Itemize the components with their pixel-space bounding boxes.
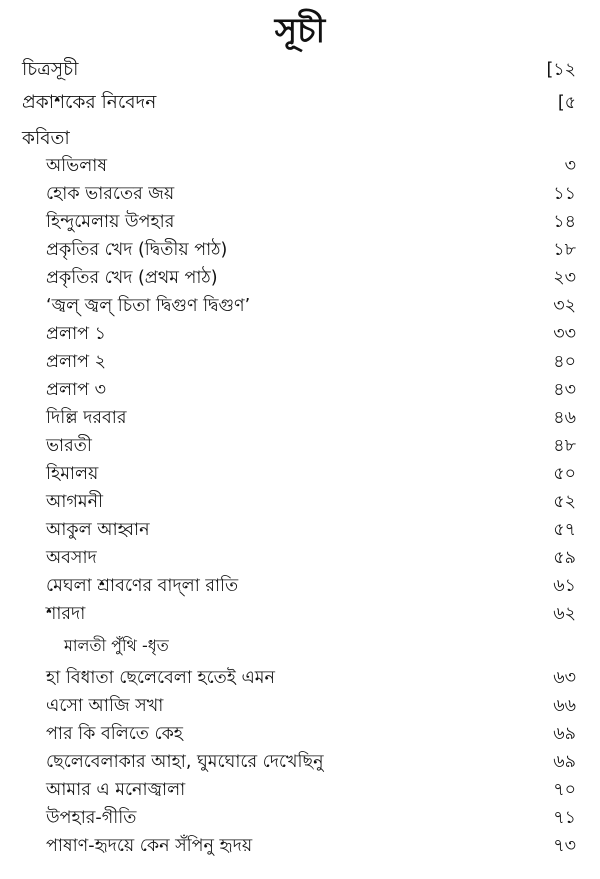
- entry-title: আকুল আহ্বান: [46, 520, 150, 540]
- entry-title: প্রলাপ ৩: [46, 380, 106, 400]
- toc-entry[interactable]: [0, 320, 600, 348]
- entry-page: ৩২: [553, 296, 576, 316]
- toc-entry[interactable]: [0, 748, 600, 776]
- entry-page: ৭১: [553, 808, 576, 828]
- entry-title: ছেলেবেলাকার আহা, ঘুমঘোরে দেখেছিনু: [46, 752, 324, 772]
- entry-title: প্রলাপ ১: [46, 324, 106, 344]
- entry-title: প্রকৃতির খেদ (প্রথম পাঠ): [46, 268, 218, 288]
- section-heading-poems: [0, 125, 600, 153]
- toc-entry[interactable]: [0, 264, 600, 292]
- entry-page: ৪৩: [553, 380, 576, 400]
- toc-entry[interactable]: [0, 516, 600, 544]
- subsection-heading-malati: [0, 632, 600, 660]
- entry-title: হোক ভারতের জয়: [46, 184, 175, 204]
- entry-page: ৩: [564, 156, 576, 176]
- entry-page: ৬১: [553, 576, 576, 596]
- entry-page: ৫২: [553, 492, 576, 512]
- entry-page: ৬৩: [553, 668, 576, 688]
- entry-title: দিল্লি দরবার: [46, 408, 127, 428]
- toc-entry[interactable]: [0, 488, 600, 516]
- entry-page: ১৮: [553, 240, 576, 260]
- entry-title: প্রকাশকের নিবেদন: [22, 92, 157, 113]
- toc-entry[interactable]: [0, 180, 600, 208]
- entry-page: ৪০: [553, 352, 576, 372]
- entry-page: ৬৯: [553, 724, 576, 744]
- toc-entry[interactable]: [0, 776, 600, 804]
- entry-title: পার কি বলিতে কেহ: [46, 724, 184, 744]
- entry-page: ৭০: [553, 780, 576, 800]
- toc-entry[interactable]: [0, 432, 600, 460]
- entry-page: ৫৯: [553, 548, 576, 568]
- entry-title: হিমালয়: [46, 464, 99, 484]
- entry-title: চিত্রসূচী: [22, 59, 79, 80]
- section-heading: কবিতা: [22, 128, 70, 149]
- entry-title: আগমনী: [46, 492, 104, 512]
- entry-title: অভিলাষ: [46, 156, 107, 176]
- toc-entry[interactable]: [0, 544, 600, 572]
- page-title: সূচী: [274, 11, 326, 51]
- entry-page: ৬৯: [553, 752, 576, 772]
- toc-entry[interactable]: [0, 692, 600, 720]
- toc-entry-illustrations[interactable]: [0, 56, 600, 84]
- entry-title: প্রকৃতির খেদ (দ্বিতীয় পাঠ): [46, 240, 228, 260]
- entry-title: অবসাদ: [46, 548, 97, 568]
- toc-entry[interactable]: [0, 664, 600, 692]
- toc-entry[interactable]: [0, 236, 600, 264]
- entry-page: [১২: [546, 60, 576, 80]
- entry-page: ৫০: [553, 464, 576, 484]
- toc-entry[interactable]: [0, 804, 600, 832]
- toc-entry[interactable]: [0, 600, 600, 628]
- entry-page: ৬২: [553, 604, 576, 624]
- entry-page: ৩৩: [553, 324, 576, 344]
- entry-page: ৪৮: [553, 436, 576, 456]
- entry-title: হা বিধাতা ছেলেবেলা হতেই এমন: [46, 668, 275, 688]
- toc-entry[interactable]: [0, 376, 600, 404]
- toc-entry[interactable]: [0, 572, 600, 600]
- entry-title: পাষাণ-হৃদয়ে কেন সঁপিনু হৃদয়: [46, 836, 253, 856]
- entry-title: আমার এ মনোজ্বালা: [46, 780, 186, 800]
- toc-entry[interactable]: [0, 208, 600, 236]
- toc-entry[interactable]: [0, 460, 600, 488]
- entry-page: ১১: [553, 184, 576, 204]
- toc-entry[interactable]: [0, 348, 600, 376]
- subsection-heading: মালতী পুঁথি -ধৃত: [64, 636, 169, 655]
- toc-entry[interactable]: [0, 292, 600, 320]
- entry-title: হিন্দুমেলায় উপহার: [46, 212, 175, 232]
- toc-entry[interactable]: [0, 152, 600, 180]
- entry-title: ‘জ্বল্ জ্বল্ চিতা দ্বিগুণ দ্বিগুণ’: [46, 296, 251, 316]
- entry-title: উপহার-গীতি: [46, 808, 137, 828]
- toc-entry[interactable]: [0, 720, 600, 748]
- toc-entry[interactable]: [0, 404, 600, 432]
- entry-title: প্রলাপ ২: [46, 352, 106, 372]
- entry-page: ১৪: [553, 212, 576, 232]
- entry-page: [৫: [557, 93, 576, 113]
- toc-entry[interactable]: [0, 832, 600, 860]
- entry-title: এসো আজি সখা: [46, 696, 164, 716]
- entry-page: ২৩: [553, 268, 576, 288]
- entry-page: ৫৭: [553, 520, 576, 540]
- toc-entry-publisher-note[interactable]: [0, 89, 600, 117]
- entry-page: ৬৬: [553, 696, 576, 716]
- entry-page: ৪৬: [553, 408, 576, 428]
- entry-title: শারদা: [46, 604, 86, 624]
- entry-title: ভারতী: [46, 436, 92, 456]
- entry-page: ৭৩: [553, 836, 576, 856]
- entry-title: মেঘলা শ্রাবণের বাদ্‌লা রাতি: [46, 576, 239, 596]
